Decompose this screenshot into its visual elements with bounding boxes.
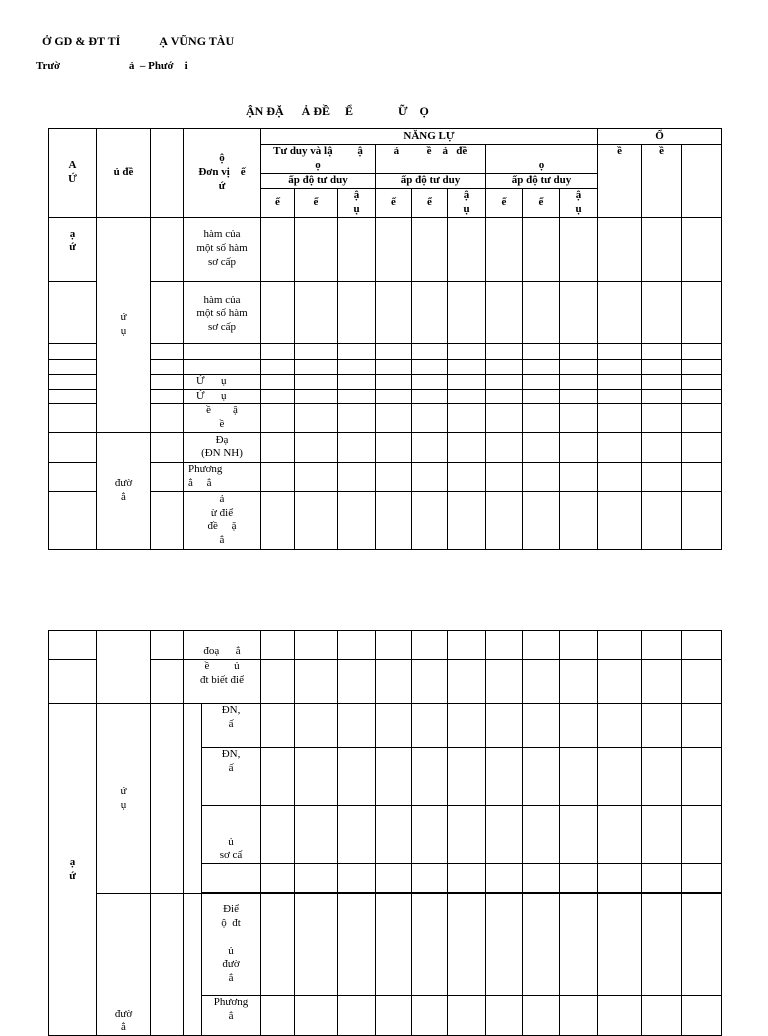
table-cell <box>261 996 295 1036</box>
unit-cell: hàm của một số hàm sơ cấp <box>184 217 261 281</box>
table-cell <box>338 281 376 343</box>
table-cell <box>295 462 338 491</box>
table-cell <box>448 432 486 462</box>
table-cell <box>598 894 642 996</box>
table-cell <box>486 660 523 704</box>
table-cell <box>523 864 560 893</box>
table-cell <box>261 432 295 462</box>
table-cell <box>261 281 295 343</box>
table-cell <box>376 704 412 748</box>
header-noi-dung: ủ đề <box>97 129 151 218</box>
unit-cell: ề ủ đt biết điể <box>184 660 261 704</box>
table-cell <box>682 404 722 433</box>
header-chu-de: A Ứ <box>49 129 97 218</box>
sub-level-3: ậ ụ <box>338 188 376 217</box>
table-cell <box>151 281 184 343</box>
table-cell <box>295 389 338 404</box>
specification-table-2 <box>48 630 722 1036</box>
table-cell <box>486 343 523 359</box>
row-label: ạ ứ <box>49 704 97 1036</box>
sub-level-1: ế <box>261 188 295 217</box>
unit-cell: Phương ẳ ẳ <box>184 462 261 491</box>
table-cell <box>598 389 642 404</box>
table-cell <box>486 217 523 281</box>
table-cell <box>261 462 295 491</box>
table-cell <box>682 996 722 1036</box>
table-cell <box>682 432 722 462</box>
table-cell <box>523 389 560 404</box>
table-cell <box>523 374 560 389</box>
header-nang-luc-2: ả ề ả đề <box>376 145 486 174</box>
table-cell <box>448 491 486 549</box>
header-cap-do-2: ấp độ tư duy <box>376 173 486 188</box>
table-cell <box>448 996 486 1036</box>
table-cell <box>295 281 338 343</box>
table-cell <box>523 806 560 864</box>
table-cell <box>295 660 338 704</box>
table-cell <box>49 660 97 704</box>
table-cell <box>682 704 722 748</box>
table-cell <box>295 894 338 996</box>
table-cell <box>448 806 486 864</box>
table-cell <box>338 704 376 748</box>
table-cell <box>448 217 486 281</box>
table-cell <box>412 864 448 893</box>
table-cell <box>486 631 523 660</box>
group-label: đườ ẳ <box>97 432 151 549</box>
table-cell <box>560 389 598 404</box>
table-cell <box>338 894 376 996</box>
table-cell <box>560 462 598 491</box>
table-cell <box>261 748 295 806</box>
table-cell <box>261 389 295 404</box>
table-cell <box>49 359 97 374</box>
unit-cell: đoạ ẳ <box>184 631 261 660</box>
table-cell <box>642 374 682 389</box>
table-cell <box>338 404 376 433</box>
table-cell <box>523 704 560 748</box>
table-cell <box>523 631 560 660</box>
header-nang-luc-3: ọ <box>486 145 598 174</box>
table-cell <box>295 806 338 864</box>
table-cell <box>682 491 722 549</box>
table-cell <box>448 704 486 748</box>
table-cell <box>151 660 184 704</box>
table-cell <box>642 864 682 893</box>
header-tong-1: ề <box>598 145 642 218</box>
table-cell <box>376 748 412 806</box>
table-cell <box>49 432 97 462</box>
table-cell <box>49 491 97 549</box>
table-cell <box>412 432 448 462</box>
table-cell <box>295 404 338 433</box>
table-cell <box>682 748 722 806</box>
table-cell <box>412 359 448 374</box>
table-cell <box>682 806 722 864</box>
header-cap-do-1: ấp độ tư duy <box>261 173 376 188</box>
table-cell <box>560 748 598 806</box>
table-cell <box>376 894 412 996</box>
table-cell <box>448 374 486 389</box>
table-cell <box>523 996 560 1036</box>
table-cell <box>412 806 448 864</box>
table-cell <box>486 359 523 374</box>
header-blank <box>151 129 184 218</box>
table-cell <box>682 631 722 660</box>
table-cell <box>642 404 682 433</box>
table-cell <box>448 462 486 491</box>
table-cell <box>376 462 412 491</box>
table-cell <box>295 631 338 660</box>
table-cell <box>642 806 682 864</box>
unit-cell: Phương ẳ <box>202 996 261 1036</box>
table-cell <box>523 281 560 343</box>
table-cell <box>376 996 412 1036</box>
table-cell <box>642 432 682 462</box>
table-cell <box>376 389 412 404</box>
table-cell <box>598 359 642 374</box>
table-cell <box>598 806 642 864</box>
header-department: Ở GD & ĐT TỈ Ạ VŨNG TÀU <box>42 34 235 48</box>
table-cell <box>682 343 722 359</box>
table-cell <box>642 631 682 660</box>
table-cell <box>486 996 523 1036</box>
table-cell <box>598 343 642 359</box>
table-cell <box>598 704 642 748</box>
sub-level-2: ể <box>412 188 448 217</box>
table-cell <box>151 389 184 404</box>
table-cell <box>486 748 523 806</box>
table-cell <box>486 374 523 389</box>
table-cell <box>642 359 682 374</box>
header-tong-3 <box>682 145 722 218</box>
table-cell <box>295 996 338 1036</box>
unit-cell: ĐN, ấ <box>202 704 261 748</box>
header-school: Trườ ả – Phướ i <box>36 60 188 72</box>
table-cell <box>486 404 523 433</box>
table-cell <box>682 374 722 389</box>
table-cell <box>261 374 295 389</box>
table-cell <box>523 404 560 433</box>
table-cell <box>151 462 184 491</box>
table-cell <box>151 343 184 359</box>
table-cell <box>523 748 560 806</box>
table-cell <box>560 359 598 374</box>
table-cell <box>295 491 338 549</box>
table-cell <box>682 359 722 374</box>
table-cell <box>448 631 486 660</box>
group-label: ứ ụ <box>97 704 151 894</box>
sub-level-2: ể <box>523 188 560 217</box>
table-cell <box>682 660 722 704</box>
sub-level-2: ể <box>295 188 338 217</box>
table-cell <box>184 359 261 374</box>
table-cell <box>642 343 682 359</box>
table-cell <box>49 281 97 343</box>
group-label: ứ ụ <box>97 217 151 432</box>
table-cell <box>412 389 448 404</box>
table-cell <box>376 217 412 281</box>
table-cell <box>412 996 448 1036</box>
table-cell <box>448 359 486 374</box>
table-cell <box>261 359 295 374</box>
table-cell <box>261 894 295 996</box>
table-cell <box>49 631 97 660</box>
header-tong-2: ề <box>642 145 682 218</box>
table-cell <box>412 343 448 359</box>
table-cell <box>338 491 376 549</box>
unit-cell: ĐN, ấ <box>202 748 261 806</box>
table-cell <box>295 704 338 748</box>
table-cell <box>261 806 295 864</box>
table-cell <box>486 806 523 864</box>
table-cell <box>560 631 598 660</box>
table-cell <box>376 404 412 433</box>
table-cell <box>523 217 560 281</box>
table-cell <box>598 996 642 1036</box>
table-cell <box>486 491 523 549</box>
table-cell <box>295 217 338 281</box>
table-cell <box>448 343 486 359</box>
table-cell <box>338 748 376 806</box>
table-cell <box>598 432 642 462</box>
table-cell <box>560 806 598 864</box>
unit-cell: Ứ ụ <box>184 389 261 404</box>
table-cell <box>598 462 642 491</box>
table-cell <box>412 491 448 549</box>
table-cell <box>376 343 412 359</box>
table-cell <box>682 864 722 893</box>
sub-level-3: ậ ụ <box>560 188 598 217</box>
table-cell <box>560 660 598 704</box>
table-cell <box>598 864 642 893</box>
table-cell <box>598 404 642 433</box>
table-cell <box>261 217 295 281</box>
table-cell <box>560 281 598 343</box>
sub-level-1: ế <box>486 188 523 217</box>
table-cell <box>151 404 184 433</box>
table-cell <box>49 404 97 433</box>
table-cell <box>412 660 448 704</box>
table-cell <box>97 631 151 704</box>
table-cell <box>523 660 560 704</box>
sub-level-3: ậ ụ <box>448 188 486 217</box>
table-cell <box>49 389 97 404</box>
table-cell <box>523 491 560 549</box>
table-cell <box>412 748 448 806</box>
table-cell <box>523 462 560 491</box>
table-cell <box>448 864 486 893</box>
table-cell <box>682 462 722 491</box>
document-title: ẬN ĐẶ Ả ĐỀ Ể Ữ Ọ <box>246 104 429 118</box>
table-cell <box>295 864 338 893</box>
table-cell <box>486 462 523 491</box>
table-cell <box>412 281 448 343</box>
table-cell <box>448 894 486 996</box>
table-cell <box>560 374 598 389</box>
table-cell <box>486 432 523 462</box>
table-cell <box>376 864 412 893</box>
table-cell <box>376 281 412 343</box>
table-cell <box>642 704 682 748</box>
table-cell <box>376 359 412 374</box>
unit-cell: Đạ (ĐN NH) <box>184 432 261 462</box>
table-cell <box>486 389 523 404</box>
unit-cell: ề ậ ề <box>184 404 261 433</box>
table-cell <box>598 660 642 704</box>
header-tong: Ổ <box>598 129 722 145</box>
table-cell <box>598 491 642 549</box>
table-cell <box>682 389 722 404</box>
table-cell <box>261 491 295 549</box>
table-cell <box>338 864 376 893</box>
table-cell <box>261 631 295 660</box>
table-cell <box>486 894 523 996</box>
table-cell <box>412 894 448 996</box>
table-cell <box>642 217 682 281</box>
table-cell <box>49 374 97 389</box>
table-cell <box>682 894 722 996</box>
table-cell <box>412 462 448 491</box>
table-cell <box>560 404 598 433</box>
table-cell <box>338 389 376 404</box>
table-cell <box>598 281 642 343</box>
table-cell <box>448 748 486 806</box>
table-cell <box>261 864 295 893</box>
table-cell <box>448 281 486 343</box>
table-cell <box>295 748 338 806</box>
table-cell <box>151 217 184 281</box>
table-cell <box>295 359 338 374</box>
table-cell <box>202 864 261 893</box>
table-cell <box>642 660 682 704</box>
specification-table-1 <box>48 128 722 550</box>
table-cell <box>448 404 486 433</box>
group-label: đườ ẳ <box>97 894 151 1036</box>
table-cell <box>376 660 412 704</box>
table-cell <box>682 281 722 343</box>
table-cell <box>338 343 376 359</box>
table-cell <box>338 806 376 864</box>
header-cap-do-3: ấp độ tư duy <box>486 173 598 188</box>
header-don-vi-kien-thuc: ộ Đơn vị ế ứ <box>184 129 261 218</box>
table-cell <box>338 462 376 491</box>
table-cell <box>151 359 184 374</box>
table-cell <box>261 704 295 748</box>
unit-cell: hàm của một số hàm sơ cấp <box>184 281 261 343</box>
table-cell <box>151 374 184 389</box>
table-cell <box>295 374 338 389</box>
table-cell <box>682 217 722 281</box>
table-cell <box>295 432 338 462</box>
table-cell <box>184 894 202 1036</box>
table-cell <box>598 217 642 281</box>
table-cell <box>338 359 376 374</box>
table-cell <box>560 864 598 893</box>
table-cell <box>598 374 642 389</box>
table-cell <box>642 748 682 806</box>
table-cell <box>151 704 184 894</box>
table-cell <box>184 704 202 894</box>
unit-cell: Điể ộ đt ủ đườ ẳ <box>202 894 261 996</box>
table-cell <box>338 432 376 462</box>
table-cell <box>338 217 376 281</box>
table-cell <box>642 491 682 549</box>
table-cell <box>560 704 598 748</box>
table-cell <box>261 660 295 704</box>
table-cell <box>523 432 560 462</box>
table-cell <box>560 996 598 1036</box>
table-cell <box>376 806 412 864</box>
unit-cell: Ứ ụ <box>184 374 261 389</box>
table-cell <box>376 491 412 549</box>
table-cell <box>338 660 376 704</box>
table-cell <box>642 996 682 1036</box>
table-cell <box>261 404 295 433</box>
table-cell <box>151 631 184 660</box>
table-cell <box>412 217 448 281</box>
table-cell <box>523 894 560 996</box>
table-cell <box>486 704 523 748</box>
table-cell <box>598 748 642 806</box>
table-cell <box>49 462 97 491</box>
table-cell <box>412 374 448 389</box>
table-cell <box>151 432 184 462</box>
table-cell <box>412 704 448 748</box>
table-cell <box>560 894 598 996</box>
table-cell <box>523 343 560 359</box>
table-cell <box>338 374 376 389</box>
table-cell <box>376 374 412 389</box>
table-cell <box>642 281 682 343</box>
table-cell <box>642 894 682 996</box>
table-cell <box>376 432 412 462</box>
table-cell <box>412 631 448 660</box>
table-cell <box>448 660 486 704</box>
table-cell <box>338 996 376 1036</box>
table-cell <box>642 389 682 404</box>
table-cell <box>598 631 642 660</box>
table-cell <box>642 462 682 491</box>
table-cell <box>295 343 338 359</box>
table-cell <box>261 343 295 359</box>
table-cell <box>376 631 412 660</box>
table-cell <box>49 343 97 359</box>
table-cell <box>448 389 486 404</box>
table-cell <box>151 894 184 1036</box>
table-cell <box>560 491 598 549</box>
table-cell <box>486 281 523 343</box>
unit-cell: ủ sơ cấ <box>202 806 261 864</box>
header-nang-luc-1: Tư duy và lậ ậ ọ <box>261 145 376 174</box>
table-cell <box>560 217 598 281</box>
table-cell <box>184 343 261 359</box>
table-cell <box>560 343 598 359</box>
row-label: ạ ứ <box>49 217 97 281</box>
header-nang-luc: NĂNG LỰ <box>261 129 598 145</box>
table-cell <box>338 631 376 660</box>
table-cell <box>151 491 184 549</box>
sub-level-1: ế <box>376 188 412 217</box>
table-cell <box>486 864 523 893</box>
table-cell <box>523 359 560 374</box>
table-cell <box>560 432 598 462</box>
unit-cell: ả ừ điể đề ặ ẳ <box>184 491 261 549</box>
table-cell <box>412 404 448 433</box>
